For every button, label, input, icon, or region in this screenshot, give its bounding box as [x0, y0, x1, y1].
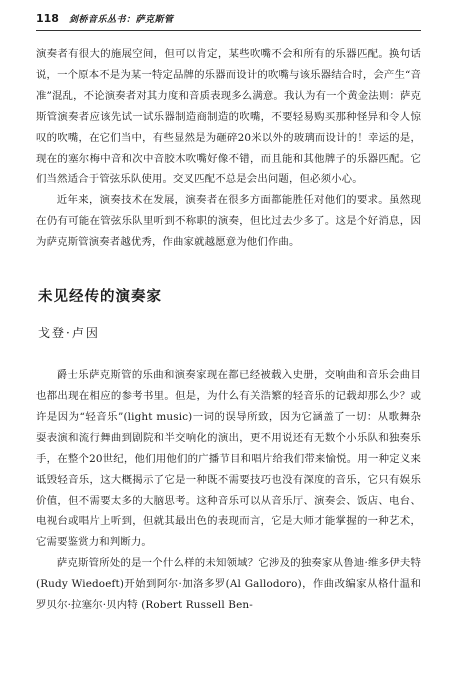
paragraph: 萨克斯管所处的是一个什么样的未知领域？它涉及的独奏家从鲁迪·维多伊夫特(Rudy Wiedoeft)开始到阿尔·加洛多罗(Al Gallodoro)，作曲改编家从格什温和罗贝尔·拉塞尔·贝内特 (Robert Russell Ben-: [36, 557, 421, 612]
section-author: 戈登·卢因: [38, 326, 100, 341]
paragraph: 近年来，演奏技术在发展，演奏者在很多方面都能胜任对他们的要求。虽然现在仍有可能在管弦乐队里听到不称职的演奏，但比过去少多了。这是个好消息，因为萨克斯管演奏者越优秀，作曲家就越愿意为他们作曲。: [36, 194, 421, 249]
series-title: 剑桥音乐丛书：萨克斯管: [68, 15, 174, 25]
section-title: 未见经传的演奏家: [38, 289, 162, 306]
page-number: 118: [36, 12, 59, 25]
paragraph-continued: 演奏者有很大的施展空间，但可以肯定，某些吹嘴不会和所有的乐器匹配。换句话说，一个原本不是为某一特定品牌的乐器而设计的吹嘴与该乐器结合时，会产生“音准”混乱，不论演奏者对其力度和音质表现多么满意。我认为有一个黄金法则：萨克斯管演奏者应该先试一试乐器制造商制造的吹嘴，不要轻易购买那种怪异和令人惊叹的吹嘴，在它们当中，有些显然是为砸碎20米以外的玻璃而设计的！幸运的是，现在的塞尔梅中音和次中音胶木吹嘴好像不错，而且能和其他牌子的乐器匹配。它们当然适合于管弦乐队使用。交叉匹配不总是会出问题，但必须小心。: [36, 48, 421, 186]
paragraph: 爵士乐萨克斯管的乐曲和演奏家现在都已经被载入史册，交响曲和音乐会曲目也都出现在相应的参考书里。但是，为什么有关浩繁的轻音乐的记载却那么少？或许是因为“轻音乐”(light music)一词的误导所致，因为它涵盖了一切：从歌舞杂耍表演和流行舞曲到剧院和半交响化的演出，更不用说还有无数个小乐队和独奏乐手，在整个20世纪，他们用他们的广播节目和唱片给我们带来愉悦。用一种定义来诋毁轻音乐，这大概揭示了它是一种既不需要技巧也没有深度的音乐，它只有娱乐价值，但不需要太多的大脑思考。这种音乐可以从音乐厅、演奏会、饭店、电台、电视台或唱片上听到，但就其最出色的表现而言，它是大师才能掌握的一种艺术，它需要鉴赏力和判断力。: [36, 369, 421, 549]
running-head: [36, 12, 421, 31]
